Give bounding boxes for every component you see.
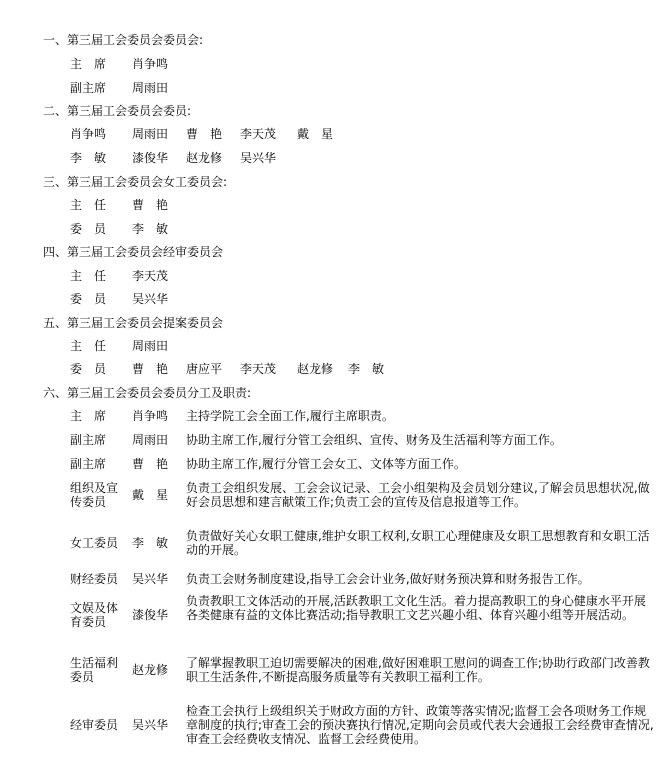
section-heading-4: 四、第三届工会委员会经审委员会: [43, 245, 224, 259]
duty-role: 副主席: [70, 457, 107, 471]
section3-name-director: 曹 艳: [132, 198, 169, 212]
duty-description: 了解掌握教职工迫切需要解决的困难,做好困难职工慰问的调查工作;协助行政部门改善教职工生活条件,不断提高服务质量等有关教职工福利工作。: [186, 656, 650, 684]
section1-name-chair: 肖争鸣: [132, 57, 169, 71]
section1-role-chair: 主 席: [70, 57, 107, 71]
duty-description: 检查工会执行上级组织关于财政方面的方针、政策等落实情况;监督工会各项财务工作规章制度的执行;审查工会的预决赛执行情况,定期向会员或代表大会通报工会经费审查情况,审查工会经费收支情况、监督工会经费使用。: [186, 704, 654, 746]
section4-role-director: 主 任: [70, 269, 107, 283]
section2-member: 曹 艳: [186, 127, 223, 141]
section5-member: 曹 艳: [132, 362, 169, 376]
section-heading-2: 二、第三届工会委员会委员:: [43, 104, 192, 118]
duty-person: 吴兴华: [132, 718, 169, 732]
section-heading-3: 三、第三届工会委员会女工委员会:: [43, 175, 228, 189]
duty-role: 财经委员: [70, 572, 119, 586]
duty-description: 负责教职工文体活动的开展,活跃教职工文化生活。着力提高教职工的身心健康水平开展各类健康有益的文体比赛活动;指导教职工文艺兴趣小组、体育兴趣小组等开展活动。: [186, 594, 646, 622]
duty-person: 戴 星: [132, 488, 169, 502]
section4-name-director: 李天茂: [132, 269, 169, 283]
section-heading-6: 六、第三届工会委员会委员分工及职责:: [43, 386, 252, 400]
duty-role: 组织及宣传委员: [70, 481, 119, 509]
section2-member: 李天茂: [240, 127, 277, 141]
duty-role: 经审委员: [70, 718, 119, 732]
section3-role-member: 委 员: [70, 222, 107, 236]
duty-role: 生活福利委员: [70, 656, 119, 684]
section5-member: 赵龙修: [297, 362, 334, 376]
duty-description: 协助主席工作,履行分管工会组织、宣传、财务及生活福利等方面工作。: [186, 433, 562, 447]
section4-role-member: 委 员: [70, 292, 107, 306]
section3-name-member: 李 敏: [132, 222, 169, 236]
section5-name-director: 周雨田: [132, 339, 169, 353]
section1-role-vice-chair: 副主席: [70, 81, 107, 95]
section2-member: 李 敏: [70, 151, 107, 165]
duty-role: 主 席: [70, 409, 107, 423]
duty-person: 周雨田: [132, 433, 169, 447]
duty-description: 协助主席工作,履行分管工会女工、文体等方面工作。: [186, 457, 466, 471]
section2-member: 吴兴华: [240, 151, 277, 165]
section5-member: 唐应平: [186, 362, 223, 376]
section3-role-director: 主 任: [70, 198, 107, 212]
duty-role: 文娱及体育委员: [70, 601, 119, 629]
section4-name-member: 吴兴华: [132, 292, 169, 306]
duty-role: 女工委员: [70, 536, 119, 550]
duty-description: 负责工会财务制度建设,指导工会会计业务,做好财务预决算和财务报告工作。: [186, 572, 590, 586]
duty-description: 主持学院工会全面工作,履行主席职责。: [186, 409, 394, 423]
section5-member: 李 敏: [348, 362, 385, 376]
section2-member: 漆俊华: [132, 151, 169, 165]
duty-person: 李 敏: [132, 536, 169, 550]
section2-member: 赵龙修: [186, 151, 223, 165]
section-heading-1: 一、第三届工会委员会委员会:: [43, 33, 204, 47]
section2-member: 周雨田: [132, 127, 169, 141]
section2-member: 戴 星: [297, 127, 334, 141]
section5-role-director: 主 任: [70, 339, 107, 353]
duty-person: 漆俊华: [132, 608, 169, 622]
duty-description: 负责工会组织发展、工会会议记录、工会小组架构及会员划分建议,了解会员思想状况,做好会员思想和建言献策工作;负责工会的宣传及信息报道等工作。: [186, 481, 650, 509]
duty-person: 曹 艳: [132, 457, 169, 471]
duty-person: 肖争鸣: [132, 409, 169, 423]
duty-person: 吴兴华: [132, 572, 169, 586]
section-heading-5: 五、第三届工会委员会提案委员会: [43, 316, 224, 330]
duty-role: 副主席: [70, 433, 107, 447]
section5-role-member: 委 员: [70, 362, 107, 376]
duty-description: 负责做好关心女职工健康,维护女职工权利,女职工心理健康及女职工思想教育和女职工活动的开展。: [186, 529, 650, 557]
duty-person: 赵龙修: [132, 663, 169, 677]
section5-member: 李天茂: [240, 362, 277, 376]
section2-member: 肖争鸣: [70, 127, 107, 141]
section1-name-vice-chair: 周雨田: [132, 81, 169, 95]
